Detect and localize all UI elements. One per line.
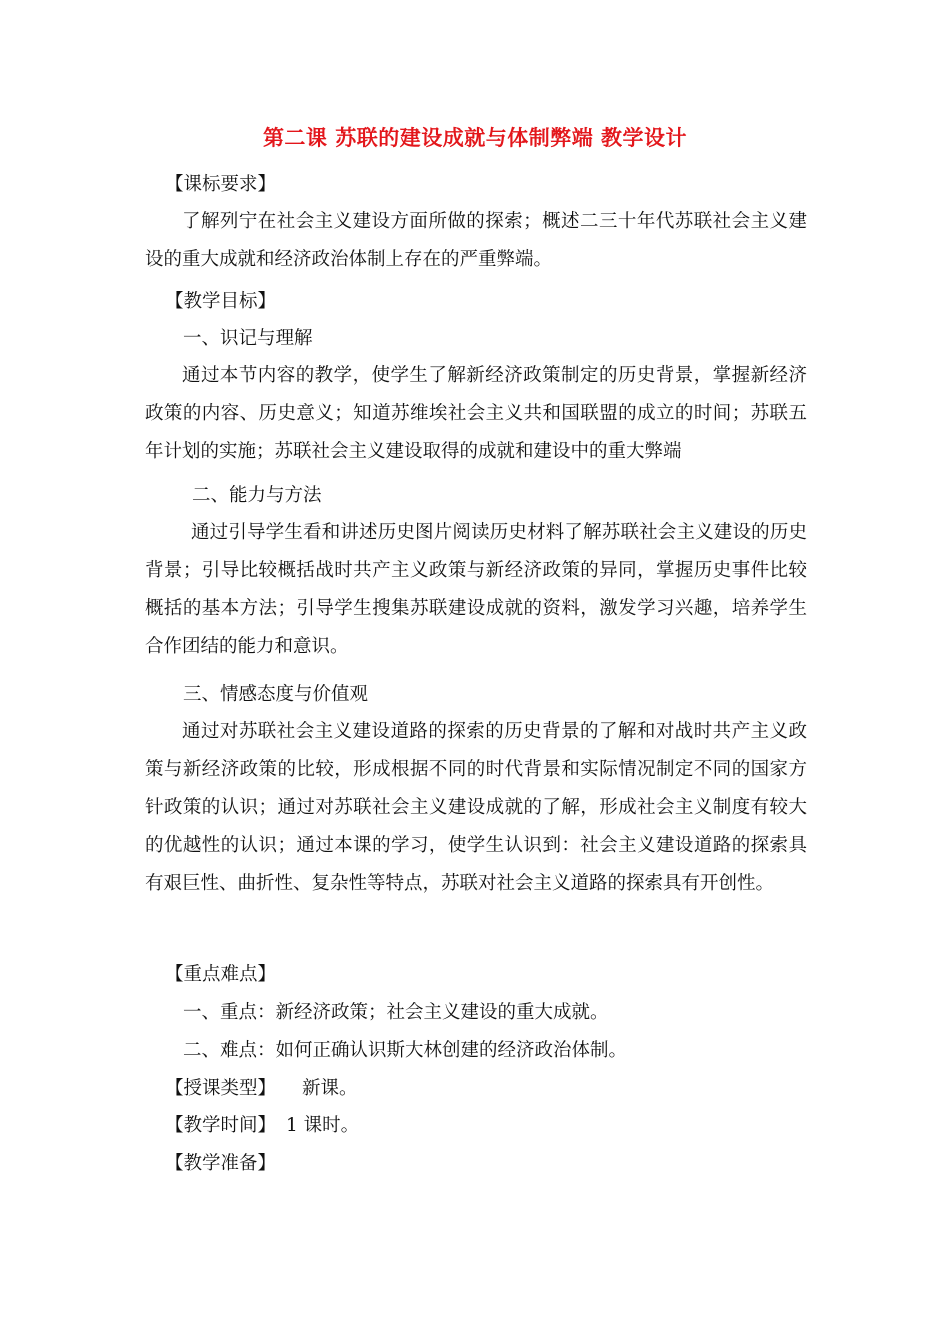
lesson-type-value: 新课。 — [302, 1078, 358, 1099]
standards-heading: 【课标要求】 — [165, 174, 277, 195]
lesson-type-label: 【授课类型】 — [165, 1078, 277, 1099]
keypoint-1: 一、重点：新经济政策；社会主义建设的重大成就。 — [183, 1002, 609, 1023]
goals-heading: 【教学目标】 — [165, 291, 277, 312]
document-title: 第二课 苏联的建设成就与体制弊端 教学设计 — [262, 125, 688, 150]
goals-subheading-1: 一、识记与理解 — [183, 328, 313, 349]
goals-body-2: 通过引导学生看和讲述历史图片阅读历史材料了解苏联社会主义建设的历史背景；引导比较概括战时共产主义政策与新经济政策的异同，掌握历史事件比较概括的基本方法；引导学生搜集苏联建设成就的资料，激发学习兴趣，培养学生合作团结的能力和意识。 — [145, 522, 807, 657]
standards-body: 了解列宁在社会主义建设方面所做的探索；概述二三十年代苏联社会主义建设的重大成就和经济政治体制上存在的严重弊端。 — [145, 211, 807, 270]
keypoints-heading: 【重点难点】 — [165, 964, 277, 985]
lesson-time-label: 【教学时间】 — [165, 1115, 277, 1136]
preparation-heading: 【教学准备】 — [165, 1153, 277, 1174]
goals-body-3: 通过对苏联社会主义建设道路的探索的历史背景的了解和对战时共产主义政策与新经济政策的比较，形成根据不同的时代背景和实际情况制定不同的国家方针政策的认识；通过对苏联社会主义建设成就的了解，形成社会主义制度有较大的优越性的认识；通过本课的学习，使学生认识到：社会主义建设道路的探索具有艰巨性、曲折性、复杂性等特点，苏联对社会主义道路的探索具有开创性。 — [145, 721, 807, 894]
lesson-time-value: 1 课时。 — [286, 1115, 360, 1136]
lesson-type-row — [165, 1077, 358, 1101]
keypoint-2: 二、难点：如何正确认识斯大林创建的经济政治体制。 — [183, 1040, 628, 1061]
lesson-time-row — [165, 1114, 359, 1138]
goals-subheading-3: 三、情感态度与价值观 — [183, 684, 369, 705]
goals-subheading-2: 二、能力与方法 — [192, 485, 322, 506]
goals-body-1: 通过本节内容的教学，使学生了解新经济政策制定的历史背景，掌握新经济政策的内容、历史意义；知道苏维埃社会主义共和国联盟的成立的时间；苏联五年计划的实施；苏联社会主义建设取得的成就和建设中的重大弊端 — [145, 365, 807, 462]
